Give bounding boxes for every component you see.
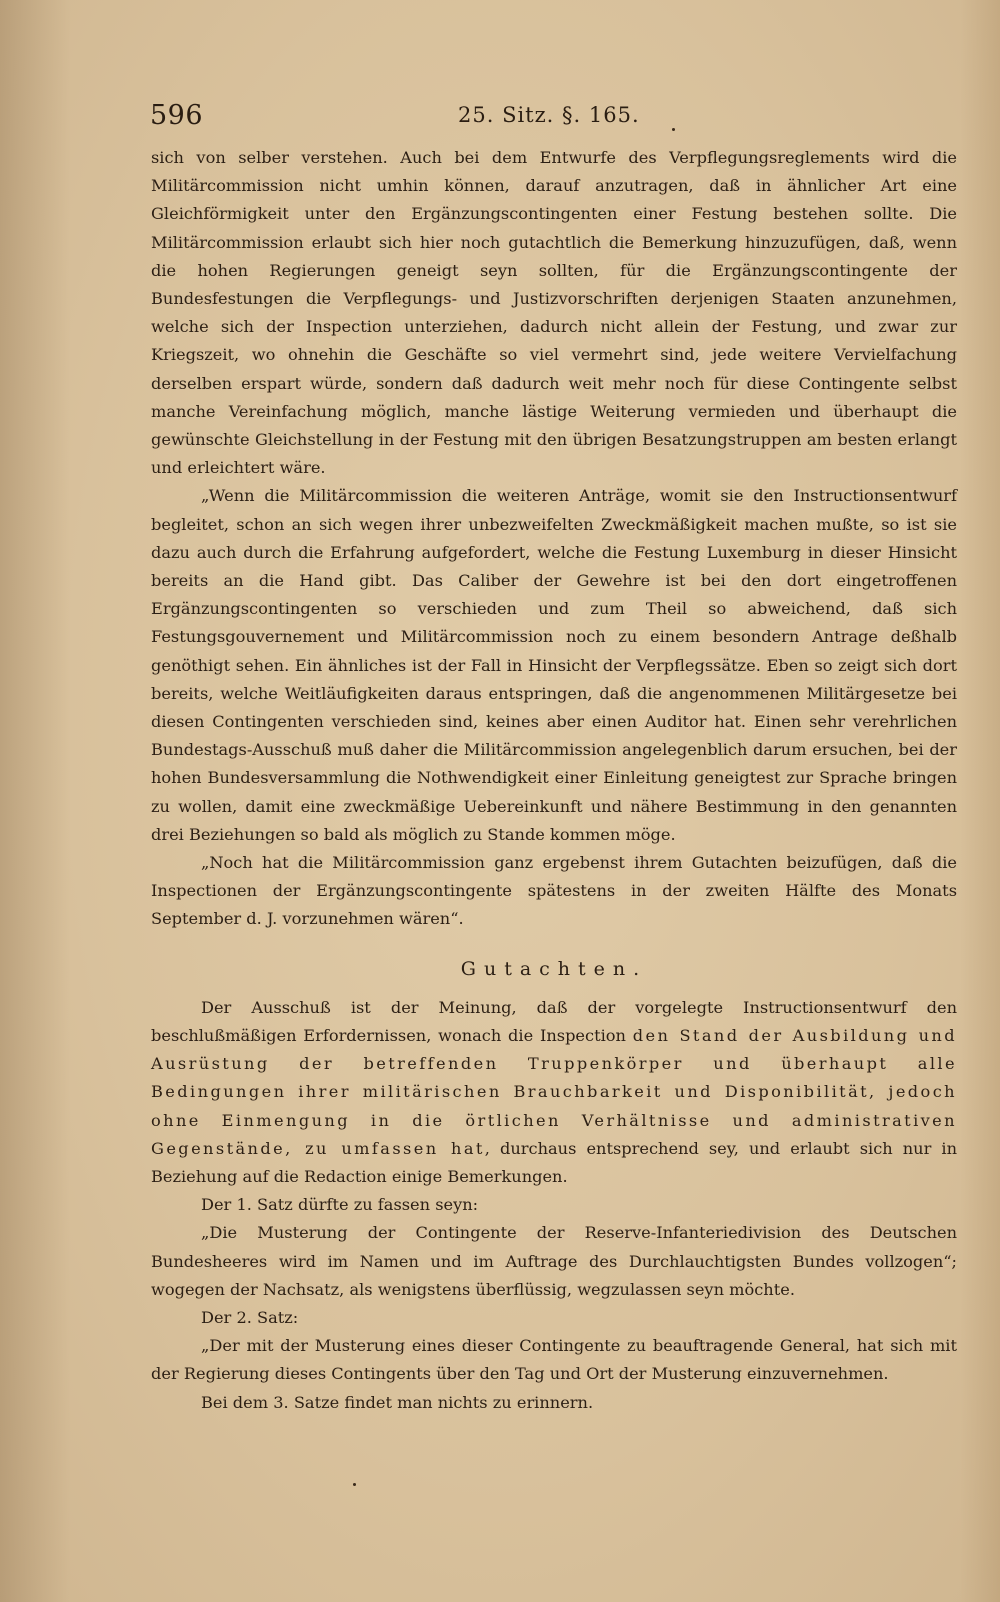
- paragraph-quote-inspections: „Noch hat die Militärcommission ganz ergebenst ihrem Gutachten beizufügen, daß die Inspectionen der Ergänzungscontingente spätestens in der zweiten Hälfte des Monats September d. J. vorzunehmen wären“.: [151, 853, 957, 929]
- section-title: Gutachten.: [460, 957, 648, 980]
- gutachten-intro-end: , durchaus entsprechend sey, und erlaubt sich nur in Beziehung auf die Redaction einige Bemerkungen.: [151, 1138, 957, 1186]
- running-head: 25. Sitz. §. 165.: [458, 103, 640, 127]
- paragraph-continued: sich von selber verstehen. Auch bei dem Entwurfe des Verpflegungsreglements wird die Militärcommission nicht umhin können, darauf anzutragen, daß in ähnlicher Art eine Gleichförmigkeit unter den Ergänzungscontingenten einer Festung bestehen sollte. Die Militärcommission erlaubt sich hier noch gutachtlich die Bemerkung hinzuzufügen, daß, wenn die hohen Regierungen geneigt seyn sollten, für die Ergänzungscontingente der Bundesfestungen die Verpflegungs- und Justizvorschriften derjenigen Staaten anzunehmen, welche sich der Inspection unterziehen, dadurch nicht allein der Festung, und zwar zur Kriegszeit, wo ohnehin die Geschäfte so viel vermehrt sind, jede weitere Vervielfachung derselben erspart würde, sondern daß dadurch weit mehr noch für diese Contingente selbst manche Vereinfachung möglich, manche lästige Weiterung vermieden und überhaupt die gewünschte Gleichstellung in der Festung mit den übrigen Besatzungstruppen am besten erlangt und erleichtert wäre.: [151, 148, 957, 478]
- item-1-label: Der 1. Satz dürfte zu fassen seyn:: [201, 1195, 479, 1215]
- body-text: [151, 144, 957, 1417]
- gutachten-intro-emphasis: den Stand der Ausbildung und Ausrüstung der betreffenden Truppenkörper und überhaupt alle Bedingungen ihrer militärischen Brauchbarkeit und Disponibilität, jedoch ohne Einmengung in die örtlichen Verhältnisse und administrativen Gegenstände, zu umfassen hat: [151, 1025, 957, 1158]
- gutachten-intro-start: Der Ausschuß ist der Meinung, daß der vorgelegte Instructionsentwurf den beschlußmäßigen Erfordernissen, wonach die Inspection: [151, 997, 957, 1045]
- page-header: [150, 100, 956, 140]
- paper-speck: [672, 128, 675, 131]
- page-number: 596: [150, 100, 204, 131]
- item-2-quote: „Der mit der Musterung eines dieser Contingente zu beauftragende General, hat sich mit der Regierung dieses Contingents über den Tag und Ort der Musterung einzuvernehmen.: [151, 1336, 957, 1384]
- paragraph-quote-luxemburg: „Wenn die Militärcommission die weiteren Anträge, womit sie den Instructionsentwurf begleitet, schon an sich wegen ihrer unbezweifelten Zweckmäßigkeit machen mußte, so ist sie dazu auch durch die Erfahrung aufgefordert, welche die Festung Luxemburg in dieser Hinsicht bereits an die Hand gibt. Das Caliber der Gewehre ist bei den dort eingetroffenen Ergänzungscontingenten so verschieden und zum Theil so abweichend, daß sich Festungsgouvernement und Militärcommission noch zu einem besondern Antrage deßhalb genöthigt sehen. Ein ähnliches ist der Fall in Hinsicht der Verpflegssätze. Eben so zeigt sich dort bereits, welche Weitläufigkeiten daraus entspringen, daß die angenommenen Militärgesetze bei diesen Contingenten verschieden sind, keines aber einen Auditor hat. Einen sehr verehrlichen Bundestags-Ausschuß muß daher die Militärcommission angelegenblich darum ersuchen, bei der hohen Bundesversammlung die Nothwendigkeit einer Einleitung geneigtest zur Sprache bringen zu wollen, damit eine zweckmäßige Uebereinkunft und nähere Bestimmung in den genannten drei Beziehungen so bald als möglich zu Stande kommen möge.: [151, 486, 957, 844]
- page-edge-shading: [960, 0, 1000, 1602]
- gutachten-intro: [151, 994, 957, 1191]
- item-3: Bei dem 3. Satze findet man nichts zu erinnern.: [201, 1392, 594, 1412]
- paper-speck: [353, 1483, 356, 1486]
- item-2-label: Der 2. Satz:: [201, 1307, 299, 1327]
- spine-shadow: [0, 0, 70, 1602]
- item-1-quote: „Die Musterung der Contingente der Reserve-Infanteriedivision des Deutschen Bundesheeres wird im Namen und im Auftrage des Durchlauchtigsten Bundes vollzogen“; wogegen der Nachsatz, als wenigstens überflüssig, wegzulassen seyn möchte.: [151, 1223, 957, 1299]
